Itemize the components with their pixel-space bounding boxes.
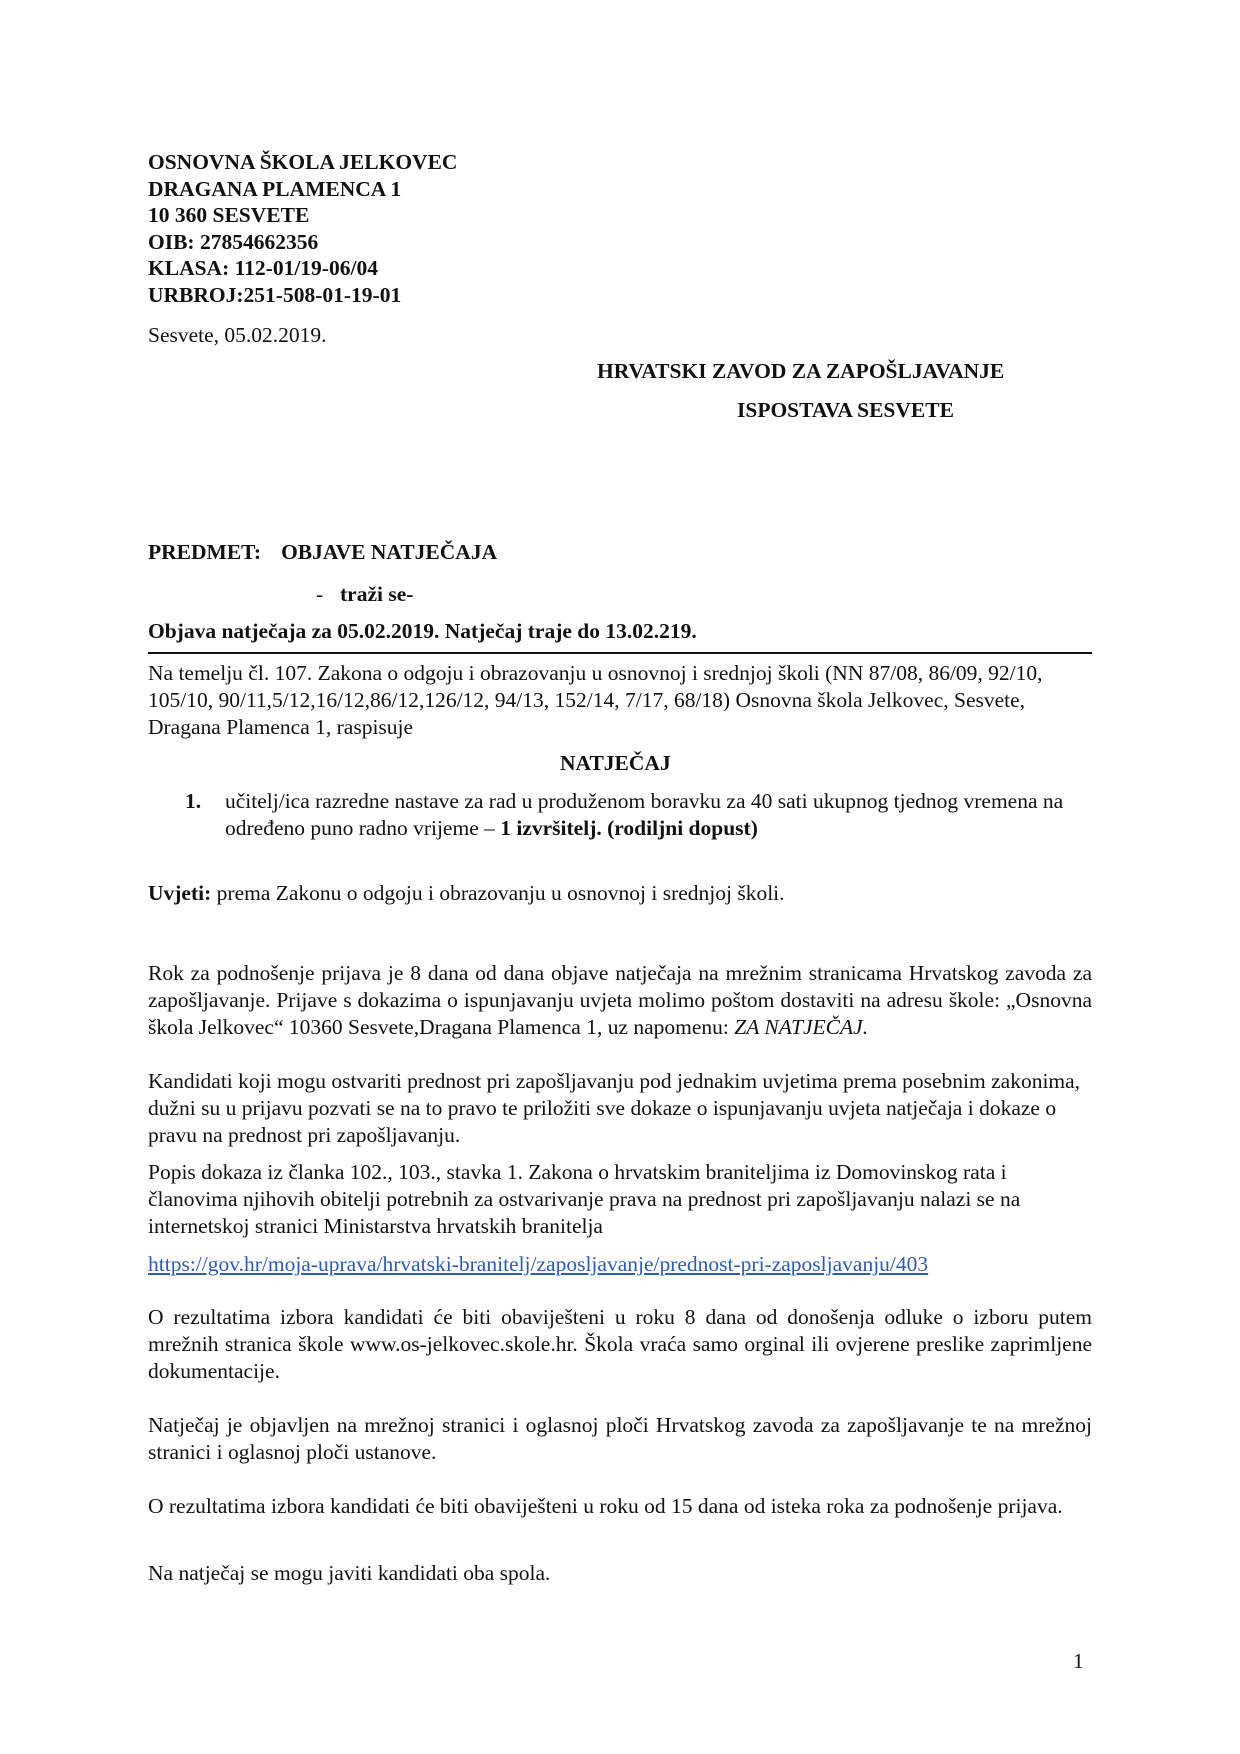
page-number: 1 — [1073, 1649, 1084, 1673]
conditions-paragraph — [148, 880, 1092, 907]
position-number: 1. — [185, 789, 202, 813]
natjecaj-heading: NATJEČAJ — [560, 751, 671, 775]
deadline-note: ZA NATJEČAJ. — [734, 1015, 869, 1039]
genders-paragraph: Na natječaj se mogu javiti kandidati oba spola. — [148, 1561, 551, 1585]
intro-paragraph: Na temelju čl. 107. Zakona o odgoju i obrazovanju u osnovnoj i srednjoj školi (NN 87/08, 86/09, 92/10, 105/10, 90/11,5/12,16/12,86/12,126/12, 94/13, 152/14, 7/17, 68/18) Osnovna škola Jelkovec, Sesvete, Dragana Plamenca 1, raspisuje — [148, 661, 1043, 739]
sender-school-name: OSNOVNA ŠKOLA JELKOVEC — [148, 150, 458, 174]
subject-label: PREDMET: — [148, 540, 262, 564]
recipient-office: ISPOSTAVA SESVETE — [737, 398, 954, 422]
conditions-text: prema Zakonu o odgoju i obrazovanju u osnovnoj i srednjoj školi. — [211, 881, 785, 905]
position-description — [225, 788, 1095, 842]
horizontal-rule — [148, 652, 1092, 654]
position-executor: 1 izvršitelj. (rodiljni dopust) — [500, 816, 758, 840]
subject-line — [148, 539, 497, 566]
conditions-label: Uvjeti: — [148, 881, 212, 905]
published-paragraph: Natječaj je objavljen na mrežnoj stranici i oglasnoj ploči Hrvatskog zavoda za zapošljavanje te na mrežnoj stranici i oglasnoj ploči ustanove. — [148, 1413, 1092, 1464]
subject-item — [316, 581, 413, 608]
sender-klasa: KLASA: 112-01/19-06/04 — [148, 256, 378, 281]
position-text: učitelj/ica razredne nastave za rad u produženom boravku za 40 sati ukupnog tjednog vremena na određeno puno radno vrijeme – — [225, 789, 1064, 840]
deadline-paragraph — [148, 960, 1092, 1041]
results-paragraph-1: O rezultatima izbora kandidati će biti obaviješteni u roku 8 dana od donošenja odluke o izboru putem mrežnih stranica škole www.os-jelkovec.skole.hr. Škola vraća samo orginal ili ovjerene preslike zaprimljene dokumentacije. — [148, 1305, 1092, 1383]
date-line: Sesvete, 05.02.2019. — [148, 323, 327, 347]
ministry-link[interactable]: https://gov.hr/moja-uprava/hrvatski-branitelj/zaposljavanje/prednost-pri-zaposljavanju/403 — [148, 1252, 929, 1276]
sender-city: 10 360 SESVETE — [148, 203, 310, 228]
publication-line: Objava natječaja za 05.02.2019. Natječaj traje do 13.02.219. — [148, 619, 697, 643]
sender-urbroj: URBROJ:251-508-01-19-01 — [148, 282, 402, 307]
results-paragraph-2: O rezultatima izbora kandidati će biti obaviješteni u roku od 15 dana od isteka roka za podnošenje prijava. — [148, 1494, 1063, 1518]
recipient-name: HRVATSKI ZAVOD ZA ZAPOŠLJAVANJE — [597, 359, 1005, 383]
sender-block — [148, 149, 748, 309]
proof-paragraph: Popis dokaza iz članka 102., 103., stavka 1. Zakona o hrvatskim braniteljima iz Domovinskog rata i članovima njihovih obitelji potrebnih za ostvarivanje prava na prednost pri zapošljavanju nalazi se na internetskoj stranici Ministarstva hrvatskih branitelja — [148, 1160, 1021, 1238]
deadline-text: Rok za podnošenje prijava je 8 dana od dana objave natječaja na mrežnim stranicama Hrvatskog zavoda za zapošljavanje. Prijave s dokazima o ispunjavanju uvjeta molimo poštom dostaviti na adresu škole: „Osnovna škola Jelkovec“ 10360 Sesvete,Dragana Plamenca 1, uz napomenu: — [148, 961, 1092, 1039]
priority-paragraph: Kandidati koji mogu ostvariti prednost pri zapošljavanju pod jednakim uvjetima prema posebnim zakonima, dužni su u prijavu pozvati se na to pravo te priložiti sve dokaze o ispunjavanju uvjeta natječaja i dokaze o pravu na prednost pri zapošljavanju. — [148, 1069, 1081, 1147]
subject-title: OBJAVE NATJEČAJA — [281, 540, 498, 564]
subject-item-text: traži se- — [340, 582, 414, 606]
sender-oib: OIB: 27854662356 — [148, 229, 319, 254]
sender-street: DRAGANA PLAMENCA 1 — [148, 176, 402, 201]
subject-dash: - — [316, 582, 324, 606]
